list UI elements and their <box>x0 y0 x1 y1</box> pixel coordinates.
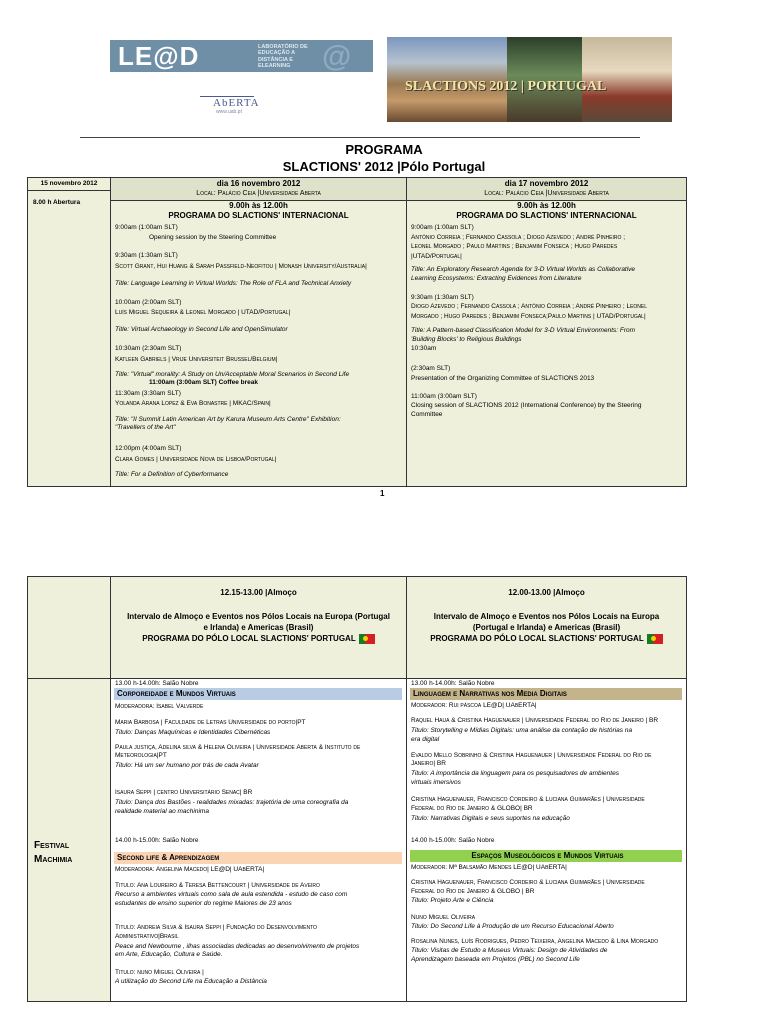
sess2-16-line: Titulo: nuno Miguel Oliveira | <box>115 969 204 976</box>
sess1-17-line: Cristina Haguenauer, Francisco Cordeiro & Luciana Guimarães | Universidade <box>411 796 645 803</box>
sess2-16-title: Second life & Aprendizagem <box>114 852 402 864</box>
portugal-flag-icon <box>647 634 663 644</box>
day17-line: António Correia ; Fernando Cassola ; Diogo Azevedo ; André Pinheiro ; <box>411 234 626 241</box>
sess1-17-line: Titulo: A importância da linguagem para os pesquisadores de ambientes <box>411 770 619 777</box>
sessions-16-cell <box>110 678 407 1002</box>
sess1-16-line: Titulo: Há um ser humano por trás de cada Avatar <box>115 762 259 769</box>
sess1-16-line: Paula justiça, Adelina silva & Helena Oliveira | Universidade Aberta & Instituto de <box>115 744 361 751</box>
sess1-16-line: Isaura Seppi | centro Universitário Senac| BR <box>115 789 253 796</box>
sess2-16-line: Recurso a ambientes virtuais como sala de aula estendida - estudo de caso com <box>115 891 348 898</box>
day16-line: 11:30am (3:30am SLT) <box>115 390 181 397</box>
sess2-17-line: Moderador: Mª Balsamão Mendes LE@D| UAbERTA| <box>411 864 567 871</box>
day17-line: 'Building Blocks' to Religious Buildings <box>411 336 522 343</box>
day16-date: dia 16 novembro 2012 <box>216 179 301 188</box>
lunch-17-cell <box>406 576 687 679</box>
day16-line: Clara Gomes | Universidade Nova de Lisboa/Portugal| <box>115 456 277 463</box>
sess2-17-line: Nuno Miguel Oliveira <box>411 914 476 921</box>
page-title: PROGRAMA <box>345 142 423 157</box>
day16-line: Title: "II Summit Latin American Art by Karura Museum Arts Centre" Exhibition: <box>115 416 341 423</box>
lunch-16-text2: e Irlanda) e Americas (Brasil) <box>203 623 314 632</box>
day16-program: PROGRAMA DO SLACTIONS' INTERNACIONAL <box>168 211 349 220</box>
sess1-17-line: Janeiro| BR <box>411 760 446 767</box>
day17-line: 9:30am (1:30am SLT) <box>411 294 474 301</box>
sess2-16-line: Peace and Newbourne , ilhas associadas dedicadas ao desenvolvimento de projetos <box>115 943 360 950</box>
sess2-16-time: 14.00 h-15.00h: Salão Nobre <box>115 837 199 844</box>
date-15-column <box>27 190 111 487</box>
day17-local: Local: Palácio Ceia |Universidade Aberta <box>484 190 609 197</box>
day17-line: Title: A Pattern-based Classification Model for 3-D Virtual Environments: From <box>411 327 636 334</box>
lunch-16-program-label: PROGRAMA DO PÓLO LOCAL SLACTIONS' PORTUGAL <box>142 634 356 643</box>
lunch-17-text1: Intervalo de Almoço e Eventos nos Pólos Locais na Europa <box>433 612 660 621</box>
sess1-17-line: Moderador: Rui páscoa LE@D| UAbERTA| <box>411 702 537 709</box>
day16-line: 11:00am (3:00am SLT) Coffee break <box>149 379 258 386</box>
lead-logo <box>110 40 373 72</box>
day16-line: 12:00pm (4:00am SLT) <box>115 445 182 452</box>
day17-line: |UTAD/Portugal| <box>411 253 462 260</box>
day17-line: Closing session of SLACTIONS 2012 (International Conference) by the Steering <box>411 402 642 409</box>
day16-line: Katleen Gabriels | Vrije Universiteit Brussel/Belgium| <box>115 356 278 363</box>
day17-line: Diogo Azevedo ; Fernando Cassola ; António Correia ; André Pinheiro ; Leonel <box>411 303 648 310</box>
day16-time: 9.00h às 12.00h <box>229 201 288 210</box>
day17-line: Learning Ecosystems: Extracting Evidences from Literature <box>411 275 582 282</box>
date-15-header: 15 novembro 2012 <box>27 177 111 191</box>
lunch-16-cell <box>110 576 407 679</box>
sess2-16-line: A utilização do Second Life na Educação a Distância <box>115 978 267 985</box>
lunch-17-text2: (Portugal e Irlanda) e Americas (Brasil) <box>472 623 621 632</box>
day17-line: Title: An Exploratory Research Agenda for 3-D Virtual Worlds as Collaborative <box>411 266 636 273</box>
sess2-16-line: em Arte, Educação, Cultura e Saúde. <box>115 951 223 958</box>
lunch-16-time: 12.15-13.00 |Almoço <box>220 588 297 597</box>
day17-program: PROGRAMA DO SLACTIONS' INTERNACIONAL <box>456 211 637 220</box>
day16-line: 10:00am (2:00am SLT) <box>115 299 182 306</box>
day16-line: Scott Grant, Hui Huang & Sarah Passfield-Neofitou | Monash University/Australia| <box>115 263 367 270</box>
day16-line: 10:30am (2:30am SLT) <box>115 345 182 352</box>
sess2-17-line: Titulo: Do Second Life à Produção de um Recurso Educacional Aberto <box>411 923 614 930</box>
page-number: 1 <box>380 489 385 498</box>
festival-label <box>34 839 72 867</box>
sess2-16-line: Moderadora: Angelina Macedo| LE@D| UAbERTA| <box>115 866 265 873</box>
day17-line: 11:00am (3:00am SLT) <box>411 393 477 400</box>
sess1-16-line: Meteorologia|PT <box>115 752 167 759</box>
lead-logo-at-icon: @ <box>322 40 352 73</box>
sess1-17-time: 13.00 h-14.00h: Salão Nobre <box>411 680 495 687</box>
sess2-17-time: 14.00 h-15.00h: Salão Nobre <box>411 837 495 844</box>
sess1-17-line: Federal do Rio de Janeiro & GLOBO| BR <box>411 805 533 812</box>
day16-line: Opening session by the Steering Committee <box>149 234 277 241</box>
day16-line: 9:00am (1:00am SLT) <box>115 224 178 231</box>
festival-cell <box>27 678 111 1002</box>
day16-local: Local: Palácio Ceia |Universidade Aberta <box>196 190 321 197</box>
lunch-17-time: 12.00-13.00 |Almoço <box>508 588 585 597</box>
festival-label-1: Festival <box>34 840 70 851</box>
day16-line: Title: "Virtual" morality: A Study on Un/Acceptable Moral Scenarios in Second Life <box>115 371 350 378</box>
day17-body <box>406 200 687 487</box>
sess1-17-line: Titulo: Narrativas Digitais e seus suportes na educação <box>411 815 570 822</box>
festival-label-2: Machimia <box>34 854 73 865</box>
sess2-17-line: Aprendizagem baseada em Projetos (PBL) no Second Life <box>411 956 580 963</box>
day17-line: 9:00am (1:00am SLT) <box>411 224 474 231</box>
sess2-16-line: estudantes de ensino superior do regime Maiores de 23 anos <box>115 900 292 907</box>
day17-time: 9.00h às 12.00h <box>517 201 576 210</box>
sess1-16-line: Titulo: Danças Maquínicas e Identidades Cibernéticas <box>115 729 271 736</box>
sess1-17-line: Evaldo Mello Sobrinho & Cristina Haguenauer | Universidade Federal do Rio de <box>411 752 652 759</box>
lunch-17-program-label: PROGRAMA DO PÓLO LOCAL SLACTIONS' PORTUGAL <box>430 634 644 643</box>
day16-line: Title: Language Learning in Virtual Worlds: The Role of FLA and Technical Anxiety <box>115 280 352 287</box>
day17-line: 10:30am <box>411 345 437 352</box>
day17-line: Morgado ; Hugo Paredes ; Benjamim Fonseca;Paulo Martins | UTAD/Portugal| <box>411 313 646 320</box>
sess1-17-line: virtuais imersivos <box>411 779 461 786</box>
sess1-16-time: 13.00 h-14.00h: Salão Nobre <box>115 680 199 687</box>
sess2-17-line: Cristina Haguenauer, Francisco Cordeiro & Luciana Guimarães | Universidade <box>411 879 645 886</box>
sess2-16-line: Titulo: Ana Loureiro & Teresa Bettencourt | Universidade de Aveiro <box>115 882 320 889</box>
aberta-url: www.uab.pt <box>216 109 242 115</box>
day16-body <box>110 200 407 487</box>
sess1-16-title: Corporeidade e Mundos Virtuais <box>114 688 402 700</box>
page-subtitle: SLACTIONS' 2012 |Pólo Portugal <box>282 159 486 174</box>
day16-line: Luís Miguel Sequeira & Leonel Morgado | UTAD/Portugal| <box>115 309 291 316</box>
day17-line: Presentation of the Organizing Committee of SLACTIONS 2013 <box>411 375 595 382</box>
day16-line: Title: For a Definition of Cyberformance <box>115 471 229 478</box>
lead-logo-word: LE@D <box>118 41 200 71</box>
slactions-banner-image <box>387 37 672 122</box>
day17-line: Leonel Morgado ; Paulo Martins ; Benjamim Fonseca ; Hugo Paredes <box>411 243 618 250</box>
portugal-flag-icon <box>359 634 375 644</box>
opening-text: 8.00 h Abertura <box>33 199 81 206</box>
day16-header <box>110 177 407 201</box>
sess2-17-line: Titulo: Visitas de Estudo a Museus Virtuais: Design de Atividades de <box>411 947 608 954</box>
sess1-16-line: Titulo: Dança dos Bastões - realidades mixadas: trajetória de uma coreografia da <box>115 799 349 806</box>
sess2-16-line: Titulo: Andreia Silva & Isaura Seppi | Fundação do Desenvolvimento <box>115 924 317 931</box>
lead-logo-lab: LABORATÓRIO DE EDUCAÇÃO A DISTÂNCIA E ELEARNING <box>258 44 308 69</box>
sessions-17-cell <box>406 678 687 1002</box>
sess1-17-line: Titulo: Storytelling e Mídias Digitais: uma análise da contação de histórias na <box>411 727 633 734</box>
sess1-16-line: Maria Barbosa | Faculdade de Letras Universidade do porto|PT <box>115 719 306 726</box>
day16-line: "Travellers of the Art" <box>115 424 176 431</box>
sess2-17-line: Titulo: Projeto Arte e Ciência <box>411 897 494 904</box>
day16-line: Yolanda Arana Lopez & Eva Bonastre | MKAC/Spain| <box>115 400 271 407</box>
day16-line: Title: Virtual Archaeology in Second Life and OpenSimulator <box>115 326 288 333</box>
banner-title: SLACTIONS 2012 | PORTUGAL <box>405 79 607 94</box>
sess1-17-line: Raquel Haua & Cristina Haguenauer | Universidade Federal do Rio de Janeiro | BR <box>411 717 659 724</box>
lunch-17-program <box>407 633 686 645</box>
day17-line: (2:30am SLT) <box>411 365 451 372</box>
lunch-16-program <box>111 633 406 645</box>
sess1-16-line: Moderadora: Isabel Valverde <box>115 703 204 710</box>
day17-line: Committee <box>411 411 443 418</box>
header-rule <box>80 137 640 138</box>
sess2-17-line: Federal do Rio de Janeiro & GLOBO | BR <box>411 888 535 895</box>
sess2-17-line: Rosalina Nunes, Luís Rodrigues, Pedro Teixeira, Angelina Macedo & Lina Morgado <box>411 938 659 945</box>
day16-line: 9:30am (1:30am SLT) <box>115 252 178 259</box>
sess2-16-line: Administrativo|Brasil <box>115 933 179 940</box>
festival-top-cell <box>27 576 111 679</box>
sess1-16-line: realidade material ao machinima <box>115 808 209 815</box>
lunch-16-text1: Intervalo de Almoço e Eventos nos Pólos Locais na Europa (Portugal <box>127 612 390 621</box>
sess1-17-line: era digital <box>411 736 440 743</box>
aberta-logo: AbERTA <box>213 97 260 109</box>
day17-header <box>406 177 687 201</box>
sess2-17-title: Espaços Museológicos e Mundos Virtuais <box>410 850 682 862</box>
sess1-17-title: Linguagem e Narrativas nos Media Digitais <box>410 688 682 700</box>
day17-date: dia 17 novembro 2012 <box>504 179 589 188</box>
